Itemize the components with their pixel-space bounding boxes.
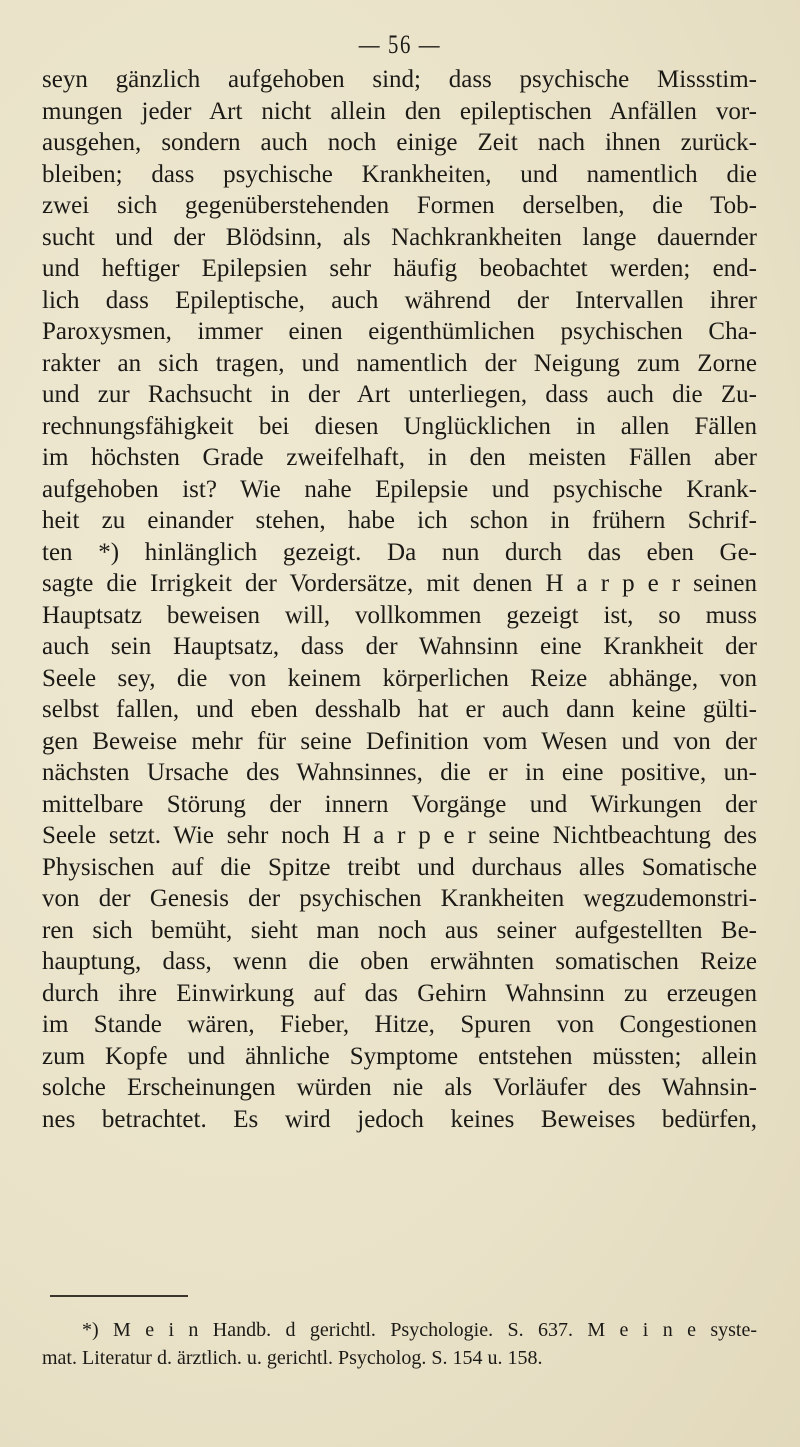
footnote-line: *) M e i n Handb. d gerichtl. Psychologie. S. 637. M e i n e syste-: [82, 1319, 757, 1341]
footnote-line: mat. Literatur d. ärztlich. u. gerichtl. Psycholog. S. 154 u. 158.: [42, 1347, 543, 1369]
text-line: gen Beweise mehr für seine Definition vom Wesen und von der: [42, 727, 757, 755]
text-line: im höchsten Grade zweifelhaft, in den meisten Fällen aber: [42, 444, 757, 471]
footnote: [42, 1316, 757, 1372]
text-line: nächsten Ursache des Wahnsinnes, die er in eine positive, un-: [42, 759, 757, 786]
text-line: Physischen auf die Spitze treibt und durchaus alles Somatische: [42, 853, 757, 881]
text-line: sucht und der Blödsinn, als Nachkrankheiten lange dauernder: [42, 223, 757, 251]
text-line: mittelbare Störung der innern Vorgänge und Wirkungen der: [42, 790, 757, 818]
text-line: auch sein Hauptsatz, dass der Wahnsinn eine Krankheit der: [42, 633, 757, 660]
text-line: im Stande wären, Fieber, Hitze, Spuren von Congestionen: [42, 1011, 757, 1038]
text-line: rakter an sich tragen, und namentlich der Neigung zum Zorne: [42, 349, 757, 377]
text-line: heit zu einander stehen, habe ich schon in frühern Schrif-: [42, 507, 757, 534]
page-number: — 56 —: [358, 30, 442, 59]
text-line: und zur Rachsucht in der Art unterliegen, dass auch die Zu-: [42, 381, 757, 408]
text-line: bleiben; dass psychische Krankheiten, und namentlich die: [42, 160, 757, 188]
text-line: aufgehoben ist? Wie nahe Epilepsie und psychische Krank-: [42, 475, 757, 503]
text-line: lich dass Epileptische, auch während der Intervallen ihrer: [42, 286, 757, 314]
text-line: ausgehen, sondern auch noch einige Zeit nach ihnen zurück-: [42, 129, 757, 156]
text-line: solche Erscheinungen würden nie als Vorläufer des Wahnsin-: [42, 1074, 757, 1101]
text-line: nes betrachtet. Es wird jedoch keines Beweises bedürfen,: [42, 1105, 757, 1133]
text-line: ten *) hinlänglich gezeigt. Da nun durch das eben Ge-: [42, 538, 757, 566]
text-line: Seele setzt. Wie sehr noch H a r p e r seine Nichtbeachtung des: [42, 822, 757, 849]
text-line: ren sich bemüht, sieht man noch aus seiner aufgestellten Be-: [42, 916, 757, 944]
text-line: rechnungsfähigkeit bei diesen Unglücklichen in allen Fällen: [42, 412, 757, 440]
body-text: [42, 64, 757, 1135]
text-line: und heftiger Epilepsien sehr häufig beobachtet werden; end-: [42, 255, 757, 282]
text-line: Hauptsatz beweisen will, vollkommen gezeigt ist, so muss: [42, 601, 757, 629]
text-line: seyn gänzlich aufgehoben sind; dass psychische Missstim-: [42, 66, 757, 93]
text-line: zum Kopfe und ähnliche Symptome entstehen müssten; allein: [42, 1042, 757, 1070]
text-line: Seele sey, die von keinem körperlichen Reize abhänge, von: [42, 664, 757, 692]
text-line: zwei sich gegenüberstehenden Formen derselben, die Tob-: [42, 192, 757, 219]
text-line: mungen jeder Art nicht allein den epileptischen Anfällen vor-: [42, 97, 757, 125]
text-line: selbst fallen, und eben desshalb hat er auch dann keine gülti-: [42, 696, 757, 723]
text-line: durch ihre Einwirkung auf das Gehirn Wahnsinn zu erzeugen: [42, 979, 757, 1007]
text-line: Paroxysmen, immer einen eigenthümlichen psychischen Cha-: [42, 318, 757, 345]
text-line: hauptung, dass, wenn die oben erwähnten somatischen Reize: [42, 948, 757, 975]
text-line: sagte die Irrigkeit der Vordersätze, mit denen H a r p e r seinen: [42, 570, 757, 597]
text-line: von der Genesis der psychischen Krankheiten wegzudemonstri-: [42, 885, 757, 912]
footnote-divider: [50, 1295, 188, 1297]
